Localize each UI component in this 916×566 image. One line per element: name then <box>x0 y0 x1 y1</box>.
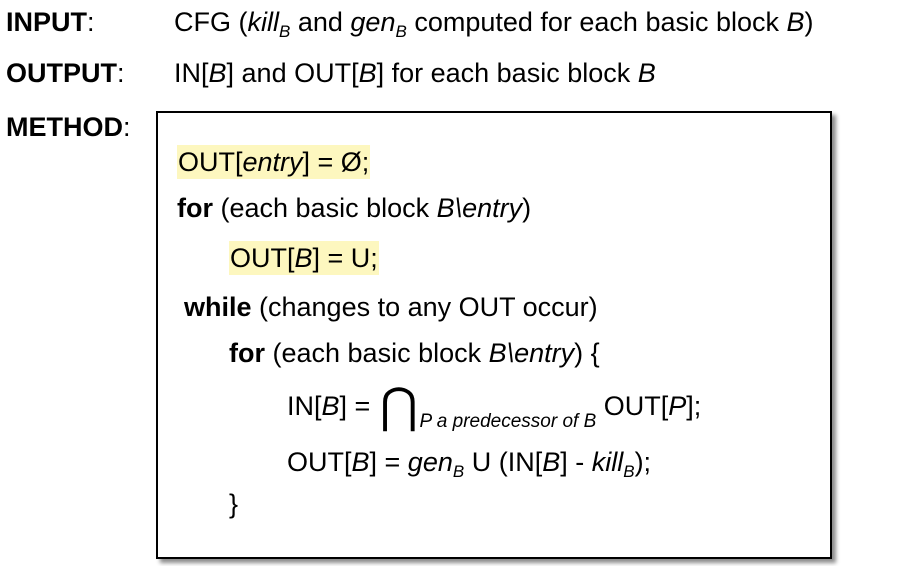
output-label: OUTPUT: <box>6 58 125 88</box>
code-line-out-transfer: OUT[B] = gen$_B$ U (IN[B] - kill$_B$); <box>287 447 652 481</box>
code-line-while: while (changes to any OUT occur) <box>184 292 598 322</box>
input-description: CFG (kill$_B$ and gen$_B$ computed for each basic block B) <box>174 7 814 41</box>
code-line-close-brace: } <box>229 489 239 519</box>
code-line-init-block: OUT[B] = U; <box>230 243 378 273</box>
input-label: INPUT: <box>6 7 95 37</box>
intersection-symbol: ⋂ <box>379 377 418 433</box>
code-line-for-loop: for (each basic block B\entry) { <box>229 338 600 368</box>
output-description: IN[B] and OUT[B] for each basic block B <box>174 58 656 88</box>
code-line-for-init: for (each basic block B\entry) <box>177 193 532 223</box>
code-line-in-intersection: IN[B] = ⋂ $_{P a predecessor of B}$ OUT[P]; <box>287 377 702 433</box>
code-line-init-entry: OUT[entry] = Ø; <box>178 147 370 177</box>
method-label: METHOD: <box>6 112 131 142</box>
